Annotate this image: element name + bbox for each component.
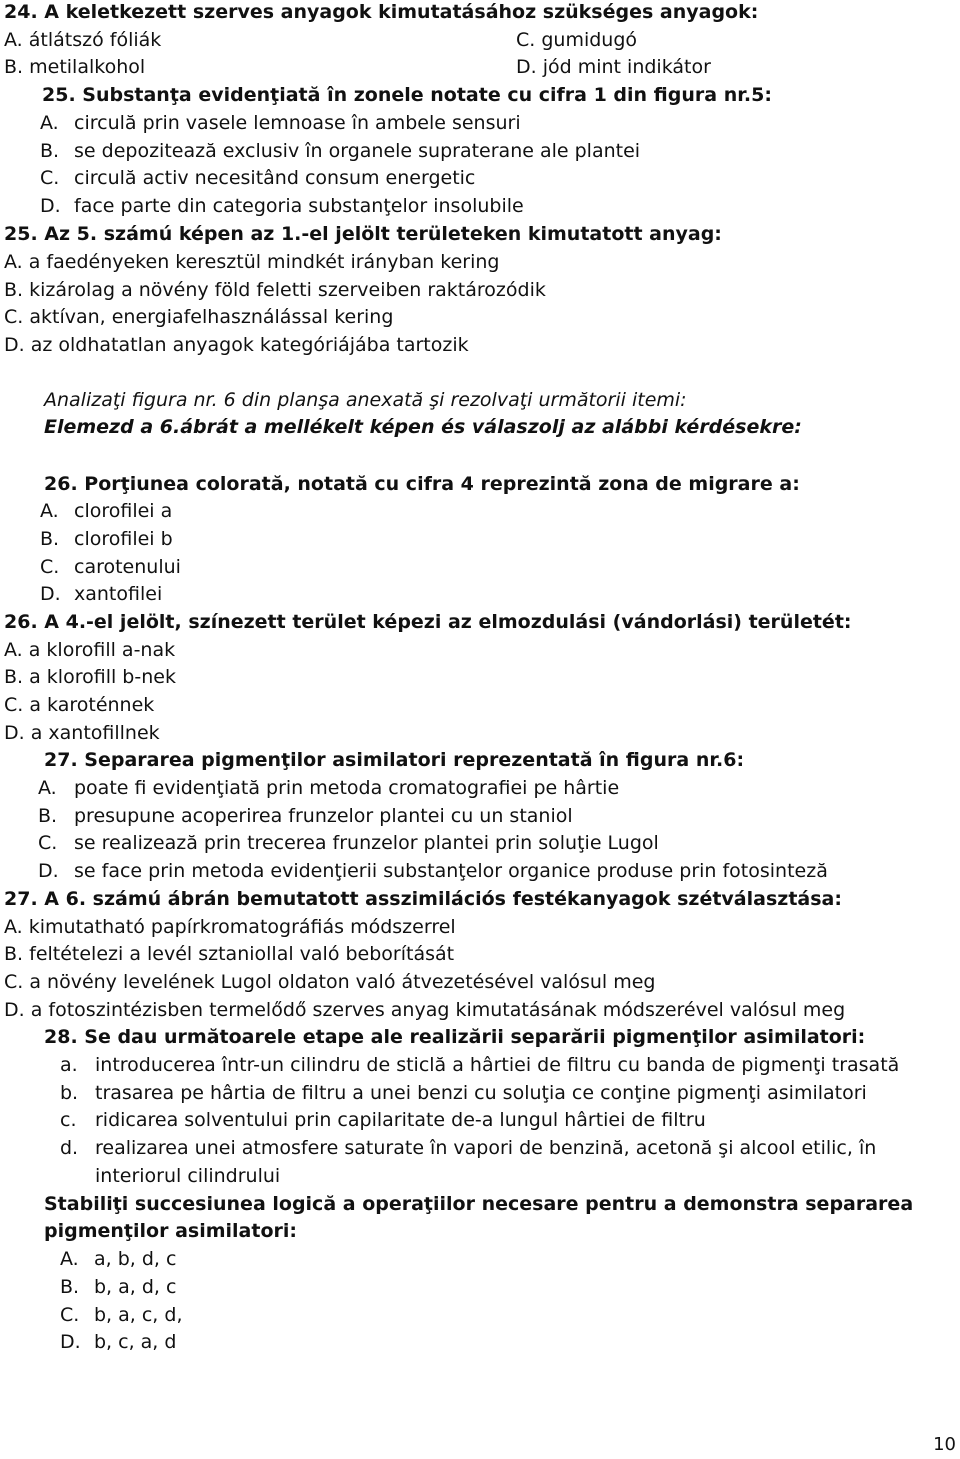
option-text: kizárolag a növény föld feletti szerveiben raktározódik: [29, 279, 546, 301]
option-text: clorofilei b: [74, 528, 173, 550]
q24-title: 24. A keletkezett szerves anyagok kimutatásához szükséges anyagok:: [4, 1, 759, 23]
q25-hu-option-b: [4, 276, 546, 304]
option-text: presupune acoperirea frunzelor plantei cu un staniol: [74, 805, 573, 827]
q28-step-d: [60, 1134, 876, 1162]
option-text: átlátszó fóliák: [28, 29, 162, 51]
option-text: aktívan, energiafelhasználással kering: [29, 306, 394, 328]
option-mark: B.: [38, 805, 58, 827]
q27-ro-option-b: [38, 802, 573, 830]
q24-option-a: [4, 26, 161, 54]
option-mark: C.: [40, 167, 60, 189]
option-text: a klorofill a-nak: [28, 639, 176, 661]
option-text: circulă prin vasele lemnoase în ambele sensuri: [74, 112, 521, 134]
option-mark: B.: [60, 1276, 80, 1298]
q28-step-c: [60, 1106, 706, 1134]
step-text: trasarea pe hârtia de filtru a unei benzi cu soluţia ce conţine pigmenţi asimilatori: [95, 1082, 867, 1104]
option-text: clorofilei a: [74, 500, 173, 522]
option-text: se face prin metoda evidenţierii substanţelor organice produse prin fotosinteză: [74, 860, 828, 882]
option-text: a növény levelének Lugol oldaton való átvezetésével valósul meg: [29, 971, 656, 993]
page-number: 10: [933, 1434, 956, 1455]
q26-hu-option-a: [4, 636, 175, 664]
option-mark: B.: [4, 279, 24, 301]
option-mark: B.: [4, 943, 24, 965]
option-mark: D.: [4, 334, 25, 356]
option-mark: D.: [4, 999, 25, 1021]
q27-ro-option-d: [38, 857, 828, 885]
option-mark: C.: [4, 971, 24, 993]
q27-hu-option-c: [4, 968, 655, 996]
option-text: se depozitează exclusiv în organele supraterane ale plantei: [74, 140, 641, 162]
option-text: b, c, a, d: [94, 1331, 177, 1353]
option-text: circulă activ necesitând consum energetic: [74, 167, 476, 189]
q25-hu-option-c: [4, 303, 393, 331]
q27-hu-title: 27. A 6. számú ábrán bemutatott asszimilációs festékanyagok szétválasztása:: [4, 888, 842, 910]
q28-step-d-continuation: interiorul cilindrului: [95, 1165, 281, 1187]
q27-ro-option-c: [38, 829, 659, 857]
option-mark: A.: [60, 1248, 79, 1270]
option-mark: D.: [60, 1331, 81, 1353]
step-mark: a.: [60, 1054, 78, 1076]
option-mark: B.: [40, 528, 60, 550]
q25-ro-title: 25. Substanţa evidenţiată în zonele notate cu cifra 1 din figura nr.5:: [42, 84, 772, 106]
option-mark: C.: [40, 556, 60, 578]
option-text: gumidugó: [541, 29, 638, 51]
option-mark: D.: [40, 583, 61, 605]
q24-option-b: [4, 53, 145, 81]
q24-option-d: [516, 53, 711, 81]
q28-task-line-1: Stabiliţi succesiunea logică a operaţiilor necesare pentru a demonstra separarea: [44, 1193, 914, 1215]
option-mark: A.: [4, 29, 23, 51]
option-mark: D.: [516, 56, 537, 78]
option-text: az oldhatatlan anyagok kategóriájába tartozik: [30, 334, 469, 356]
q26-hu-title: 26. A 4.-el jelölt, színezett terület képezi az elmozdulási (vándorlási) területét:: [4, 611, 852, 633]
q25-hu-option-a: [4, 248, 499, 276]
option-text: jód mint indikátor: [542, 56, 711, 78]
step-mark: c.: [60, 1109, 77, 1131]
step-text: realizarea unei atmosfere saturate în vapori de benzină, acetonă şi alcool etilic, în: [95, 1137, 877, 1159]
option-text: a fotoszintézisben termelődő szerves anyag kimutatásának módszerével valósul meg: [30, 999, 846, 1021]
step-mark: d.: [60, 1137, 79, 1159]
q27-hu-option-a: [4, 913, 456, 941]
option-mark: B.: [40, 140, 60, 162]
option-text: a karoténnek: [29, 694, 155, 716]
option-text: poate fi evidenţiată prin metoda cromatografiei pe hârtie: [74, 777, 620, 799]
option-text: se realizează prin trecerea frunzelor plantei prin soluţie Lugol: [74, 832, 659, 854]
option-text: xantofilei: [74, 583, 163, 605]
q28-option-c: [60, 1301, 183, 1329]
q28-option-b: [60, 1273, 176, 1301]
q27-ro-title: 27. Separarea pigmenţilor asimilatori reprezentată în figura nr.6:: [44, 749, 745, 771]
q26-ro-title: 26. Porţiunea colorată, notată cu cifra 4 reprezintă zona de migrare a:: [44, 473, 800, 495]
q26-ro-option-a: [40, 497, 172, 525]
option-text: a xantofillnek: [30, 722, 160, 744]
q27-hu-option-d: [4, 996, 845, 1024]
q25-hu-option-d: [4, 331, 469, 359]
option-mark: A.: [4, 251, 23, 273]
option-mark: D.: [38, 860, 59, 882]
q28-step-b: [60, 1079, 867, 1107]
q25-ro-option-a: [40, 109, 521, 137]
q26-hu-option-b: [4, 663, 176, 691]
option-mark: D.: [4, 722, 25, 744]
option-mark: A.: [40, 112, 59, 134]
option-mark: D.: [40, 195, 61, 217]
q28-option-d: [60, 1328, 176, 1356]
option-mark: C.: [60, 1304, 80, 1326]
option-mark: C.: [516, 29, 536, 51]
step-mark: b.: [60, 1082, 79, 1104]
option-text: kimutatható papírkromatográfiás módszerrel: [28, 916, 456, 938]
option-mark: A.: [4, 639, 23, 661]
option-text: metilalkohol: [29, 56, 146, 78]
option-mark: A.: [4, 916, 23, 938]
q25-ro-option-c: [40, 164, 475, 192]
q25-ro-option-d: [40, 192, 524, 220]
option-text: a klorofill b-nek: [29, 666, 176, 688]
option-mark: A.: [40, 500, 59, 522]
option-mark: C.: [38, 832, 58, 854]
q28-option-a: [60, 1245, 176, 1273]
q24-option-c: [516, 26, 637, 54]
q28-title: 28. Se dau următoarele etape ale realizării separării pigmenţilor asimilatori:: [44, 1026, 866, 1048]
q26-hu-option-c: [4, 691, 154, 719]
q26-ro-option-c: [40, 553, 181, 581]
option-mark: B.: [4, 666, 24, 688]
option-text: b, a, c, d,: [94, 1304, 183, 1326]
q26-ro-option-b: [40, 525, 173, 553]
q25-ro-option-b: [40, 137, 640, 165]
step-text: ridicarea solventului prin capilaritate de-a lungul hârtiei de filtru: [95, 1109, 706, 1131]
q25-hu-title: 25. Az 5. számú képen az 1.-el jelölt területeken kimutatott anyag:: [4, 223, 722, 245]
option-text: face parte din categoria substanţelor insolubile: [74, 195, 524, 217]
q26-ro-option-d: [40, 580, 162, 608]
option-text: a, b, d, c: [94, 1248, 177, 1270]
q26-hu-option-d: [4, 719, 160, 747]
option-mark: C.: [4, 306, 24, 328]
step-text: introducerea într-un cilindru de sticlă a hârtiei de filtru cu banda de pigmenţi trasată: [95, 1054, 900, 1076]
q28-step-a: [60, 1051, 899, 1079]
q27-ro-option-a: [38, 774, 619, 802]
q28-task-line-2: pigmenţilor asimilatori:: [44, 1220, 297, 1242]
option-mark: C.: [4, 694, 24, 716]
figure6-instruction-ro: Analizaţi figura nr. 6 din planşa anexată şi rezolvaţi următorii itemi:: [44, 389, 687, 411]
figure6-instruction-hu: Elemezd a 6.ábrát a mellékelt képen és válaszolj az alábbi kérdésekre:: [44, 416, 802, 438]
option-text: b, a, d, c: [94, 1276, 177, 1298]
option-text: feltételezi a levél sztaniollal való beborítását: [29, 943, 455, 965]
option-text: a faedényeken keresztül mindkét irányban kering: [28, 251, 500, 273]
option-mark: B.: [4, 56, 24, 78]
option-mark: A.: [38, 777, 57, 799]
q27-hu-option-b: [4, 940, 454, 968]
option-text: carotenului: [74, 556, 181, 578]
